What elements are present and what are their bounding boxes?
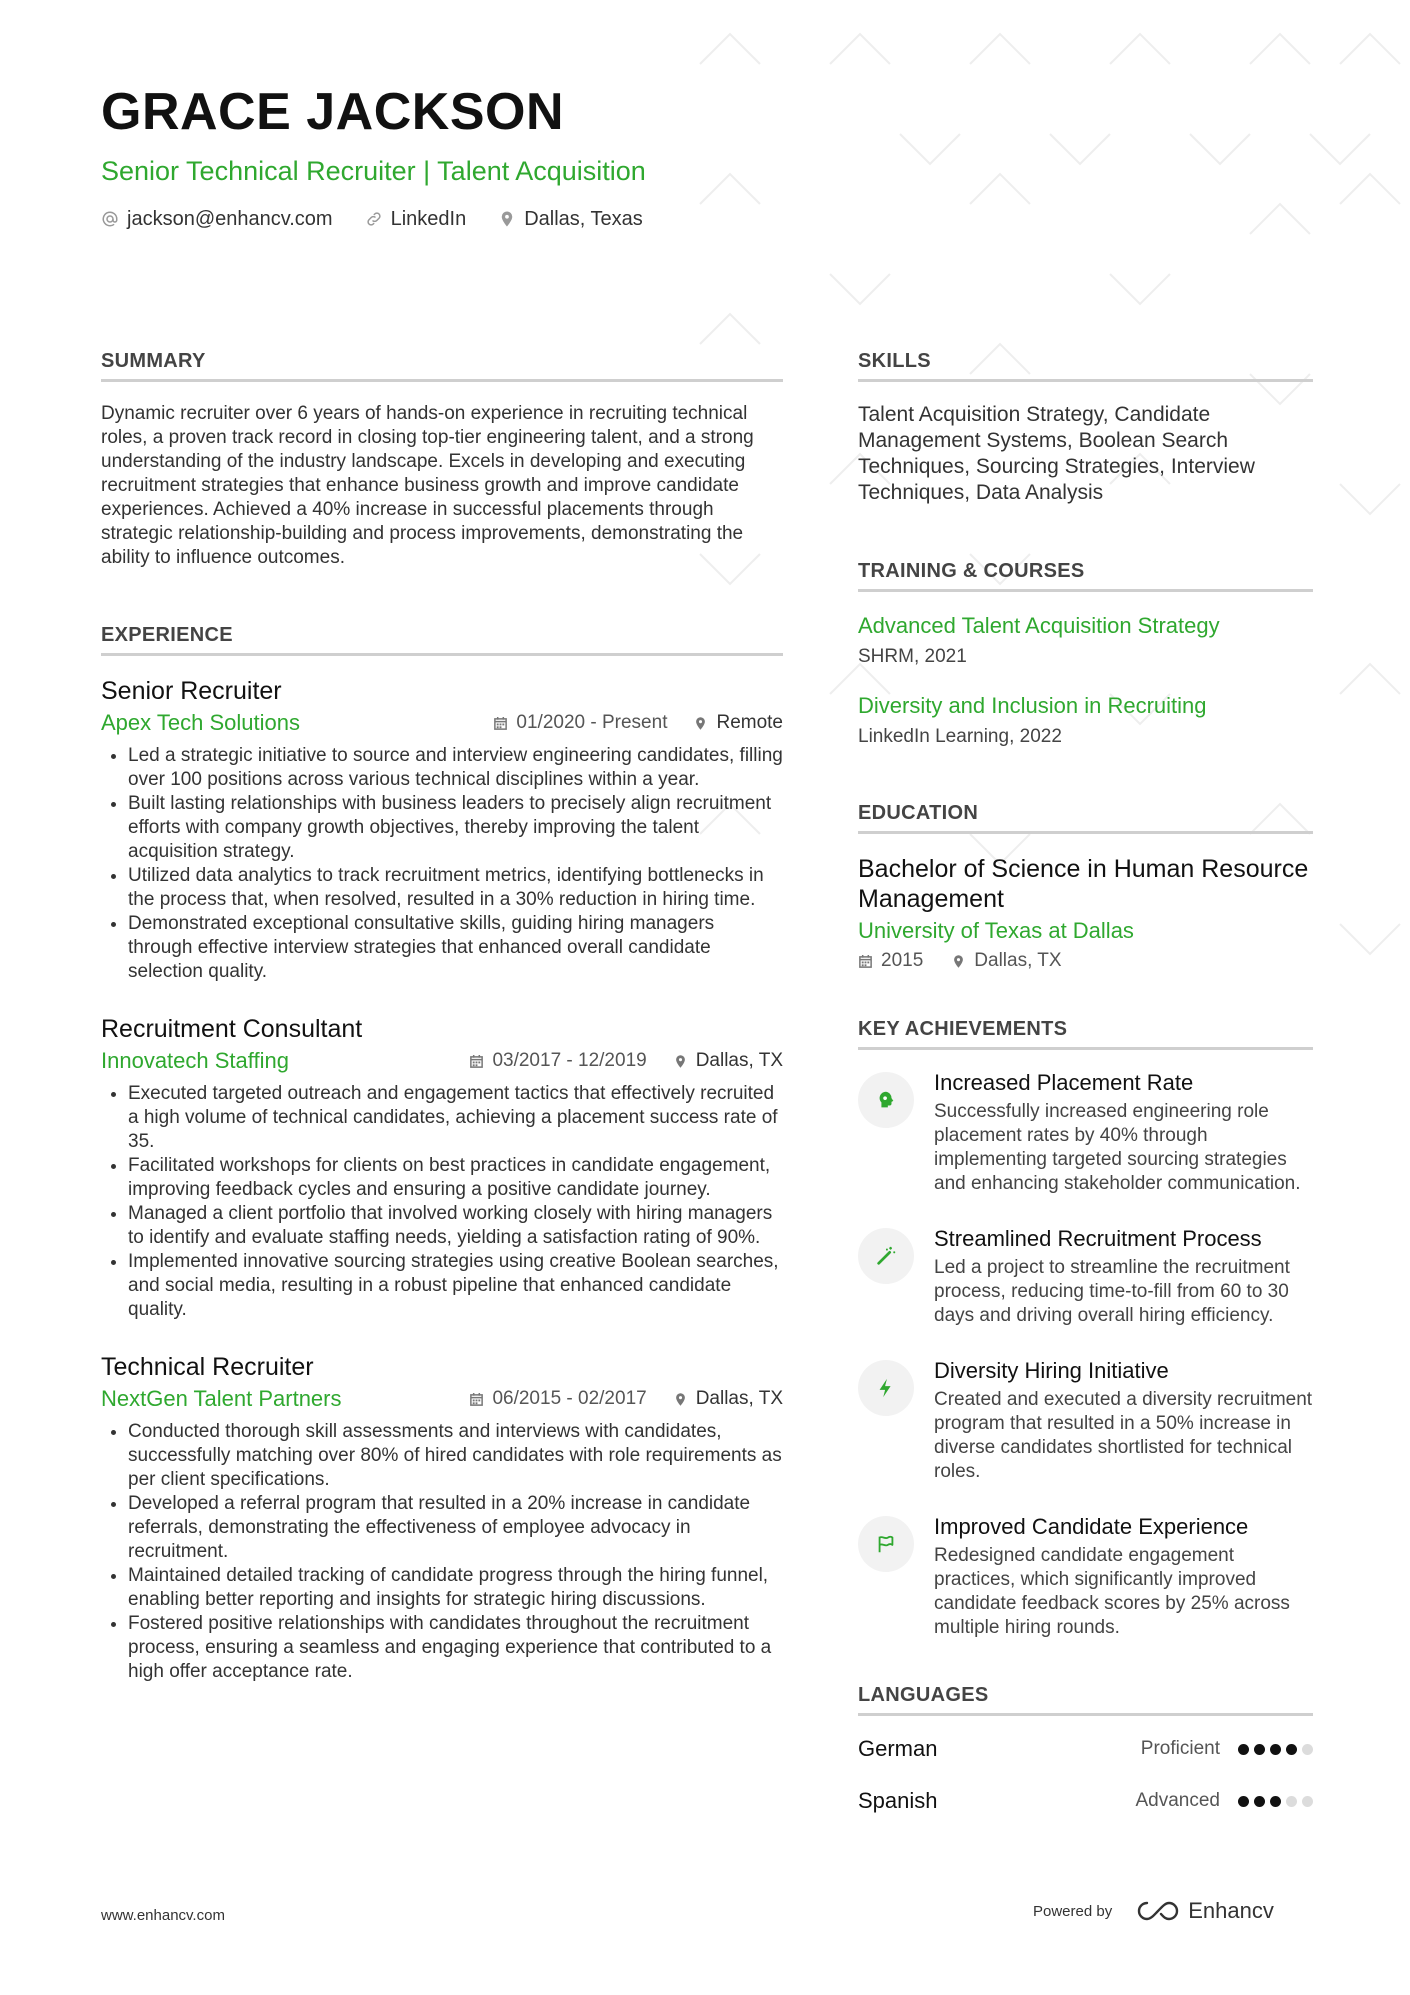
contact-linkedin-text: LinkedIn <box>390 207 467 230</box>
achievement-body <box>934 1514 1313 1640</box>
education-location <box>951 950 1061 972</box>
course-item <box>858 612 1313 668</box>
job-bullet: • Facilitated workshops for clients on best practices in candidate engagement, improving feedback cycles and ensuring a positive candidate journey. <box>128 1154 783 1202</box>
brand-logo[interactable] <box>1136 1898 1274 1924</box>
job-bullet: • Maintained detailed tracking of candidate progress through the hiring funnel, enabling better reporting and insights for strategic hiring discussions. <box>128 1564 783 1612</box>
enhancv-logo-icon <box>1136 1900 1180 1922</box>
contact-email[interactable] <box>101 208 333 231</box>
company-name: Innovatech Staffing <box>101 1048 289 1073</box>
achievement-title: Diversity Hiring Initiative <box>934 1358 1169 1383</box>
achievement-body <box>934 1358 1313 1484</box>
calendar-icon <box>493 716 508 731</box>
job-bullet: • Conducted thorough skill assessments and interviews with candidates, successfully matching over 80% of hired candidates with role requirements as per client specifications. <box>128 1420 783 1492</box>
location-icon <box>951 954 966 969</box>
achievement-desc: Created and executed a diversity recruitment program that resulted in a 50% increase in diverse candidates shortlisted for technical roles. <box>934 1389 1313 1482</box>
job-title: Technical Recruiter <box>101 1353 314 1381</box>
achievement-icon-wrap <box>858 1516 914 1572</box>
job-bullet: • Led a strategic initiative to source and interview engineering candidates, filling over 100 positions across various technical disciplines within a year. <box>128 744 783 792</box>
company-name: NextGen Talent Partners <box>101 1386 342 1411</box>
candidate-name: GRACE JACKSON <box>101 83 564 141</box>
job-meta-right <box>469 1050 783 1072</box>
course-provider: SHRM, 2021 <box>858 646 967 667</box>
rating-dots <box>1238 1744 1313 1755</box>
job-bullet: • Implemented innovative sourcing strategies using creative Boolean searches, and social media, resulting in a robust pipeline that enhanced candidate quality. <box>128 1250 783 1322</box>
contact-location-text: Dallas, Texas <box>524 207 643 230</box>
achievement-body <box>934 1070 1313 1196</box>
achievement-item <box>858 1358 1313 1484</box>
footer-website[interactable]: www.enhancv.com <box>101 1907 225 1924</box>
job-dates <box>469 1388 646 1410</box>
education-year <box>858 950 923 972</box>
candidate-headline: Senior Technical Recruiter | Talent Acquisition <box>101 156 646 187</box>
rating-dot-empty <box>1302 1744 1313 1755</box>
resume-page <box>101 83 1317 1813</box>
education-heading: EDUCATION <box>858 802 1313 834</box>
job-bullet: • Executed targeted outreach and engagement tactics that effectively recruited a high volume of technical candidates, achieving a placement success rate of 35. <box>128 1082 783 1154</box>
rating-dot-filled <box>1238 1796 1249 1807</box>
job-entry <box>101 676 783 984</box>
head-icon <box>875 1089 897 1111</box>
course-title: Advanced Talent Acquisition Strategy <box>858 613 1220 638</box>
experience-heading: EXPERIENCE <box>101 624 783 656</box>
job-meta <box>101 710 783 736</box>
contact-bar <box>101 208 1317 231</box>
job-location <box>673 1050 783 1072</box>
achievement-item <box>858 1070 1313 1196</box>
job-dates-text: 01/2020 - Present <box>516 712 668 733</box>
contact-linkedin[interactable] <box>365 208 467 231</box>
job-title: Senior Recruiter <box>101 677 282 705</box>
job-meta-right <box>493 712 783 734</box>
job-dates <box>493 712 667 734</box>
rating-dot-empty <box>1286 1796 1297 1807</box>
achievement-title: Improved Candidate Experience <box>934 1514 1249 1539</box>
job-dates-text: 03/2017 - 12/2019 <box>492 1050 647 1071</box>
company-name: Apex Tech Solutions <box>101 710 300 735</box>
training-heading: TRAINING & COURSES <box>858 560 1313 592</box>
rating-dot-filled <box>1270 1744 1281 1755</box>
summary-text: Dynamic recruiter over 6 years of hands-on experience in recruiting technical roles, a proven track record in closing top-tier engineering talent, and a strong understanding of the industry landscape. Excels in developing and executing recruitment strategies that enhance business growth and improve candidate experiences. Achieved a 40% increase in successful placements through strategic relationship-building and process improvements, demonstrating the ability to influence outcomes. <box>101 403 754 568</box>
location-icon <box>673 1054 688 1069</box>
location-icon <box>673 1392 688 1407</box>
rating-dot-filled <box>1254 1796 1265 1807</box>
job-bullet: • Demonstrated exceptional consultative skills, guiding hiring managers through effective interview strategies that enhanced overall candidate selection quality. <box>128 912 783 984</box>
skills-heading: SKILLS <box>858 350 1313 382</box>
job-bullet: • Utilized data analytics to track recruitment metrics, identifying bottlenecks in the process that, when resolved, resulted in a 30% reduction in hiring time. <box>128 864 783 912</box>
achievement-desc: Redesigned candidate engagement practices, which significantly improved candidate feedback scores by 25% across multiple hiring rounds. <box>934 1545 1290 1638</box>
rating-dot-filled <box>1270 1796 1281 1807</box>
job-meta-right <box>469 1388 783 1410</box>
course-provider: LinkedIn Learning, 2022 <box>858 726 1062 747</box>
job-location <box>693 712 783 734</box>
brand-name: Enhancv <box>1188 1898 1274 1923</box>
course-item <box>858 692 1313 748</box>
contact-email-text: jackson@enhancv.com <box>127 207 333 230</box>
skills-text: Talent Acquisition Strategy, Candidate Management Systems, Boolean Search Techniques, Sourcing Strategies, Interview Techniques, Data Analysis <box>858 403 1255 504</box>
achievement-item <box>858 1514 1313 1640</box>
rating-dot-filled <box>1254 1744 1265 1755</box>
achievement-title: Increased Placement Rate <box>934 1070 1194 1095</box>
left-column <box>101 350 783 1714</box>
education-degree: Bachelor of Science in Human Resource Management <box>858 855 1309 913</box>
job-bullet: • Fostered positive relationships with candidates throughout the recruitment process, ensuring a seamless and engaging experience that contributed to a high offer acceptance rate. <box>128 1612 783 1684</box>
summary-heading: SUMMARY <box>101 350 783 382</box>
job-bullets <box>101 1082 783 1322</box>
rating-dot-filled <box>1286 1744 1297 1755</box>
course-title: Diversity and Inclusion in Recruiting <box>858 693 1207 718</box>
education-location-text: Dallas, TX <box>974 950 1062 971</box>
job-location-text: Remote <box>716 712 783 733</box>
job-location-text: Dallas, TX <box>695 1388 783 1409</box>
location-icon <box>498 210 516 228</box>
calendar-icon <box>858 954 873 969</box>
at-icon <box>101 210 119 228</box>
job-location-text: Dallas, TX <box>695 1050 783 1071</box>
achievement-desc: Successfully increased engineering role placement rates by 40% through implementing targeted sourcing strategies and enhancing stakeholder communication. <box>934 1101 1301 1194</box>
job-location <box>673 1388 783 1410</box>
calendar-icon <box>469 1392 484 1407</box>
link-icon <box>365 210 383 228</box>
language-rating <box>1141 1738 1313 1760</box>
job-dates-text: 06/2015 - 02/2017 <box>492 1388 647 1409</box>
footer-branding <box>1033 1898 1274 1924</box>
achievement-icon-wrap <box>858 1228 914 1284</box>
education-year-text: 2015 <box>881 950 924 971</box>
job-title: Recruitment Consultant <box>101 1015 363 1043</box>
lightning-icon <box>875 1377 897 1399</box>
flag-icon <box>875 1533 897 1555</box>
job-bullets <box>101 1420 783 1684</box>
languages-heading: LANGUAGES <box>858 1684 1313 1716</box>
job-bullet: • Built lasting relationships with business leaders to precisely align recruitment efforts with company growth objectives, thereby improving the talent acquisition strategy. <box>128 792 783 864</box>
language-name: German <box>858 1736 938 1761</box>
rating-dots <box>1238 1796 1313 1807</box>
rating-dot-empty <box>1302 1796 1313 1807</box>
job-meta <box>101 1386 783 1412</box>
job-bullet: • Managed a client portfolio that involved working closely with hiring managers to identify and evaluate staffing needs, yielding a satisfaction rating of 90%. <box>128 1202 783 1250</box>
location-icon <box>693 716 708 731</box>
magic-wand-icon <box>875 1245 897 1267</box>
job-entry <box>101 1014 783 1322</box>
language-level: Advanced <box>1135 1790 1220 1811</box>
education-meta <box>858 950 1313 972</box>
right-column <box>858 350 1313 1840</box>
achievement-icon-wrap <box>858 1072 914 1128</box>
language-row <box>858 1736 1313 1762</box>
achievement-icon-wrap <box>858 1360 914 1416</box>
job-bullet: • Developed a referral program that resulted in a 20% increase in candidate referrals, demonstrating the effectiveness of employee advocacy in recruitment. <box>128 1492 783 1564</box>
achievement-item <box>858 1226 1313 1328</box>
achievement-desc: Led a project to streamline the recruitment process, reducing time-to-fill from 60 to 30 days and driving overall hiring efficiency. <box>934 1257 1290 1326</box>
language-name: Spanish <box>858 1788 938 1813</box>
education-school: University of Texas at Dallas <box>858 918 1134 943</box>
achievement-body <box>934 1226 1313 1328</box>
achievement-title: Streamlined Recruitment Process <box>934 1226 1262 1251</box>
job-entry <box>101 1352 783 1684</box>
job-bullets <box>101 744 783 984</box>
contact-location <box>498 208 643 231</box>
language-row <box>858 1788 1313 1814</box>
rating-dot-filled <box>1238 1744 1249 1755</box>
calendar-icon <box>469 1054 484 1069</box>
powered-by-label: Powered by <box>1033 1902 1113 1920</box>
language-level: Proficient <box>1140 1738 1220 1759</box>
job-dates <box>469 1050 646 1072</box>
language-rating <box>1135 1790 1313 1812</box>
achievements-heading: KEY ACHIEVEMENTS <box>858 1018 1313 1050</box>
job-meta <box>101 1048 783 1074</box>
